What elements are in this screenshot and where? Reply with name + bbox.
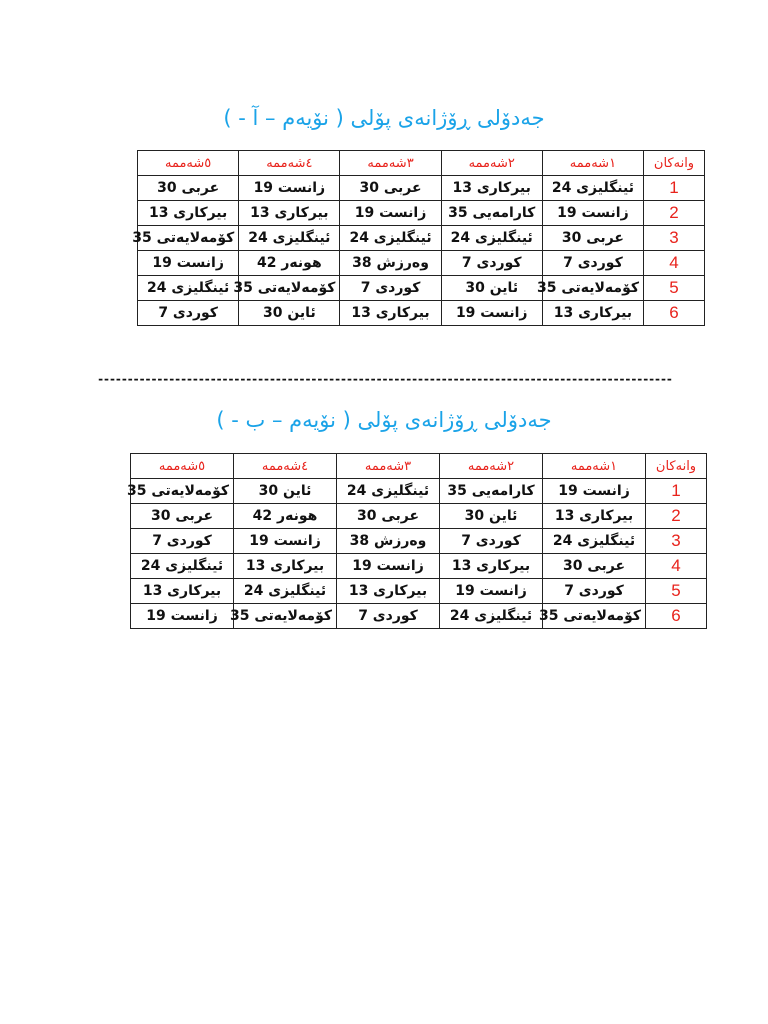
subject-cell: زانست 19	[440, 579, 543, 604]
subject-cell: بیرکاری 13	[542, 301, 643, 326]
lesson-number-cell: 3	[644, 226, 705, 251]
table-header-row	[138, 151, 705, 176]
lesson-number-cell: 6	[644, 301, 705, 326]
subject-cell: بیرکاری 13	[131, 579, 234, 604]
table-row	[131, 529, 707, 554]
subject-cell: عربی 30	[542, 226, 643, 251]
subject-cell: ئاین 30	[440, 504, 543, 529]
subject-cell: وەرزش 38	[340, 251, 441, 276]
subject-cell: عربی 30	[131, 504, 234, 529]
table-row	[138, 251, 705, 276]
header-lessons: وانەکان	[646, 454, 707, 479]
subject-cell: ئینگلیزی 24	[337, 479, 440, 504]
subject-cell: زانست 19	[234, 529, 337, 554]
header-day-4: ٤شەممە	[239, 151, 340, 176]
table-row	[131, 504, 707, 529]
subject-cell: زانست 19	[131, 604, 234, 629]
subject-cell: هونەر 42	[239, 251, 340, 276]
subject-cell: وەرزش 38	[337, 529, 440, 554]
lesson-number-cell: 3	[646, 529, 707, 554]
lesson-number-cell: 1	[646, 479, 707, 504]
subject-cell: کوردی 7	[441, 251, 542, 276]
subject-cell: بیرکاری 13	[239, 201, 340, 226]
header-day-5: ٥شەممە	[131, 454, 234, 479]
subject-cell: بیرکاری 13	[337, 579, 440, 604]
schedule-title-b: جەدۆلی ڕۆژانەی پۆلی ( نۆیەم – ب - )	[216, 408, 552, 432]
lesson-number-cell: 5	[644, 276, 705, 301]
subject-cell: کوردی 7	[138, 301, 239, 326]
header-day-2: ٢شەممە	[441, 151, 542, 176]
subject-cell: زانست 19	[337, 554, 440, 579]
schedule-body-a	[132, 176, 705, 326]
subject-cell: کوردی 7	[131, 529, 234, 554]
lesson-number-cell: 4	[646, 554, 707, 579]
subject-cell: کۆمەلایەتی 35	[239, 276, 340, 301]
header-day-5: ٥شەممە	[138, 151, 239, 176]
subject-cell: کۆمەلایەتی 35	[542, 276, 643, 301]
table-row	[138, 201, 705, 226]
subject-cell: هونەر 42	[234, 504, 337, 529]
subject-cell: کارامەیی 35	[440, 479, 543, 504]
table-header-row	[131, 454, 707, 479]
schedule-body-b	[126, 479, 707, 629]
subject-cell: کۆمەلایەتی 35	[138, 226, 239, 251]
subject-cell: زانست 19	[441, 301, 542, 326]
lesson-number-cell: 1	[644, 176, 705, 201]
subject-cell: عربی 30	[543, 554, 646, 579]
subject-cell: کارامەیی 35	[441, 201, 542, 226]
subject-cell: کوردی 7	[337, 604, 440, 629]
subject-cell: ئاین 30	[239, 301, 340, 326]
subject-cell: کوردی 7	[440, 529, 543, 554]
table-row	[131, 479, 707, 504]
subject-cell: بیرکاری 13	[440, 554, 543, 579]
table-row	[131, 579, 707, 604]
subject-cell: کۆمەلایەتی 35	[234, 604, 337, 629]
subject-cell: عربی 30	[337, 504, 440, 529]
subject-cell: ئاین 30	[234, 479, 337, 504]
subject-cell: ئینگلیزی 24	[234, 579, 337, 604]
header-lessons: وانەکان	[644, 151, 705, 176]
header-day-1: ١شەممە	[542, 151, 643, 176]
table-row	[131, 604, 707, 629]
subject-cell: ئینگلیزی 24	[138, 276, 239, 301]
table-row	[138, 276, 705, 301]
subject-cell: زانست 19	[543, 479, 646, 504]
subject-cell: زانست 19	[239, 176, 340, 201]
section-divider: -------------------------------------------------------------------------------------------------	[97, 372, 672, 386]
subject-cell: بیرکاری 13	[543, 504, 646, 529]
table-row	[138, 226, 705, 251]
subject-cell: ئینگلیزی 24	[340, 226, 441, 251]
lesson-number-cell: 4	[644, 251, 705, 276]
header-day-2: ٢شەممە	[440, 454, 543, 479]
subject-cell: کوردی 7	[543, 579, 646, 604]
subject-cell: زانست 19	[138, 251, 239, 276]
header-day-4: ٤شەممە	[234, 454, 337, 479]
subject-cell: بیرکاری 13	[441, 176, 542, 201]
header-day-1: ١شەممە	[543, 454, 646, 479]
subject-cell: بیرکاری 13	[340, 301, 441, 326]
subject-cell: کۆمەلایەتی 35	[543, 604, 646, 629]
table-row	[138, 301, 705, 326]
table-row	[138, 176, 705, 201]
lesson-number-cell: 2	[646, 504, 707, 529]
table-row	[131, 554, 707, 579]
subject-cell: ئینگلیزی 24	[441, 226, 542, 251]
subject-cell: کۆمەلایەتی 35	[131, 479, 234, 504]
subject-cell: کوردی 7	[542, 251, 643, 276]
lesson-number-cell: 6	[646, 604, 707, 629]
schedule-title-a: جەدۆلی ڕۆژانەی پۆلی ( نۆیەم – آ - )	[223, 106, 545, 130]
subject-cell: ئینگلیزی 24	[542, 176, 643, 201]
header-day-3: ٣شەممە	[337, 454, 440, 479]
lesson-number-cell: 5	[646, 579, 707, 604]
subject-cell: عربی 30	[138, 176, 239, 201]
subject-cell: ئاین 30	[441, 276, 542, 301]
subject-cell: ئینگلیزی 24	[440, 604, 543, 629]
subject-cell: زانست 19	[542, 201, 643, 226]
subject-cell: ئینگلیزی 24	[239, 226, 340, 251]
schedule-table-b	[126, 453, 707, 629]
subject-cell: ئینگلیزی 24	[131, 554, 234, 579]
lesson-number-cell: 2	[644, 201, 705, 226]
subject-cell: کوردی 7	[340, 276, 441, 301]
subject-cell: بیرکاری 13	[234, 554, 337, 579]
subject-cell: عربی 30	[340, 176, 441, 201]
subject-cell: بیرکاری 13	[138, 201, 239, 226]
header-day-3: ٣شەممە	[340, 151, 441, 176]
subject-cell: زانست 19	[340, 201, 441, 226]
schedule-table-a	[132, 150, 705, 326]
subject-cell: ئینگلیزی 24	[543, 529, 646, 554]
